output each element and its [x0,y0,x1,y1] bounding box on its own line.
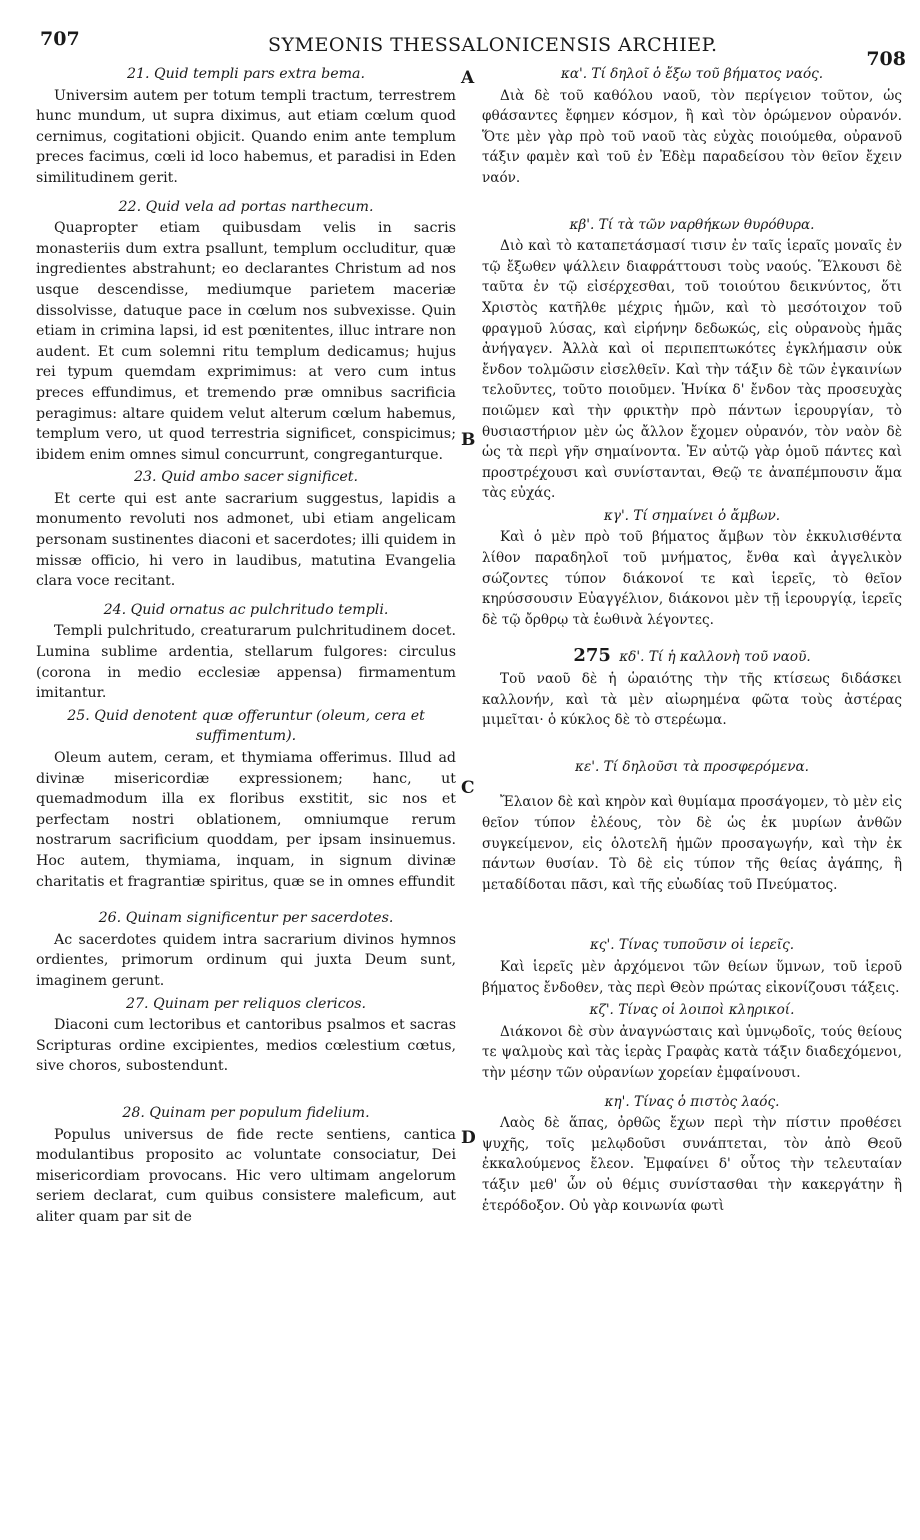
greek-section-24-heading: κδ'. Τί ἡ καλλονὴ τοῦ ναοῦ. [619,649,811,666]
greek-section-23-heading: κγ'. Τί σημαίνει ὁ ἄμβων. [603,507,781,524]
latin-section-21-text: Universim autem per totum templi tractum, terrestrem hunc mundum, ut supra diximus, aut etiam cœlum quod cernimus, cogitationi objicit. Quando enim ante templum preces facimus, cœli id loco habemus, et paradisi in Eden similitudinem gerit. [36,87,456,186]
margin-marker-d: D [461,1128,476,1148]
latin-section-23-heading: 23. Quid ambo sacer significet. [134,469,358,486]
greek-column [482,62,902,1216]
greek-section-25-heading: κε'. Τί δηλοῦσι τὰ προσφερόμενα. [575,758,809,775]
latin-section-24-text: Templi pulchritudo, creaturarum pulchritudinem docet. Lumina sublime ardentia, stellarum fulgores: circulus (corona in medio ecclesiæ appensa) firmamentum imitantur. [36,623,456,702]
greek-section-26-text: Καὶ ἱερεῖς μὲν ἀρχόμενοι τῶν θείων ὕμνων, τοῦ ἱεροῦ βήματος ἔνδοθεν, τὰς περὶ Θεὸν πρώτας εἰκονίζουσι τάξεις. [482,958,902,996]
latin-section-21-heading: 21. Quid templi pars extra bema. [126,66,366,82]
greek-section-26-heading: κς'. Τίνας τυποῦσιν οἱ ἱερεῖς. [589,937,795,954]
latin-section-27-heading: 27. Quinam per reliquos clericos. [126,995,366,1012]
latin-section-25-heading: 25. Quid denotent quæ offeruntur (oleum, cera et suffimentum). [67,707,425,745]
latin-section-22-heading: 22. Quid vela ad portas narthecum. [118,198,374,215]
page-number-right: 708 [866,48,906,70]
greek-section-22-text: Διὸ καὶ τὸ καταπετάσμασί τισιν ἐν ταῖς ἱεραῖς μοναῖς ἐν τῷ ἔξωθεν ψάλλειν διαφράττουσι τοὺς ναούς. Ἕλκουσι δὲ ταῦτα ἐν τῷ εἰσέρχεσθαι, τοῦ τοιούτου δεικνύντος, ὅτι Χριστὸς κατῆλθε μέχρις ἡμῶν, καὶ τὸ μεσότοιχον τοῦ φραγμοῦ λύσας, καὶ εἰρήνην δεδωκώς, εἰς οὐρανοὺς ἡμᾶς ἀνήγαγεν. Ἀλλὰ καὶ οἱ περιπεπτωκότες ἐγκλήμασιν οὐκ ἔνδον τολμῶσιν εἰσελθεῖν. Καὶ τὴν τάξιν δὲ τῶν ἐγκαινίων τελοῦντες, τοῦτο ποιοῦμεν. Ἡνίκα δ' ἔνδον τὰς προσευχὰς ποιῶμεν καὶ τὴν φρικτὴν πρὸ πάντων ἱερουργίαν, τὸ θυσιαστήριον μὲν ὡς ἄλλον ἔχομεν οὐρανόν, τὸν ναὸν δὲ ὡς τὰ περὶ γῆν σημαίνοντα. Ἐν αὐτῷ γὰρ ὁμοῦ πάντες καὶ προστρέχουσι καὶ συνίστανται, Θεῷ τε ἀναπέμπουσιν ἅμα τὰς εὐχάς. [482,238,902,502]
greek-section-23-text: Καὶ ὁ μὲν πρὸ τοῦ βήματος ἄμβων τὸν ἐκκυλισθέντα λίθον παραδηλοῖ τοῦ μνήματος, ἔνθα καὶ ἀγγελικὸν σώζοντες τύπον διάκονοί τε καὶ ἱερεῖς, τὸ θεῖον κηρύσσουσιν Εὐαγγέλιον, διάκονοι μὲν τῇ ἱερουργίᾳ, ἱερεῖς δὲ τῷ ὄρθρῳ τὰ ἑωθινὰ λέγοντες. [482,529,902,628]
latin-section-28-heading: 28. Quinam per populum fidelium. [122,1104,370,1121]
margin-marker-a: A [461,68,475,88]
greek-section-21-heading: κα'. Τί δηλοῖ ὁ ἔξω τοῦ βήματος ναός. [560,66,824,82]
latin-column [36,62,456,1227]
greek-section-24-heading-row [482,646,902,668]
greek-section-27-heading: κζ'. Τίνας οἱ λοιποὶ κληρικοί. [589,1002,795,1019]
greek-section-28-text: Λαὸς δὲ ἅπας, ὀρθῶς ἔχων περὶ τὴν πίστιν προθέσει ψυχῆς, τοῖς μελῳδοῦσι συνάπτεται, τὸν ἀπὸ Θεοῦ ἐκκαλούμενος ἔλεον. Ἐμφαίνει δ' οὗτος τὴν τελευταίαν τάξιν μεθ' ὧν οὐ θέμις συνίστασθαι τὴν κακεργάτην ἢ ἑτερόδοξον. Οὐ γὰρ κοινωνία φωτὶ [482,1115,902,1214]
greek-section-22-heading: κβ'. Τί τὰ τῶν ναρθήκων θυρόθυρα. [569,216,815,233]
greek-section-21-text: Διὰ δὲ τοῦ καθόλου ναοῦ, τὸν περίγειον τοῦτον, ὡς φθάσαντες ἔφημεν κόσμον, ἢ καὶ τὸν ὁρώμενον οὐρανόν. Ὅτε μὲν γὰρ πρὸ τοῦ ναοῦ τὰς εὐχὰς ποιούμεθα, οὐρανοῦ τάξιν φαμὲν καὶ τοῦ ἐν Ἐδὲμ παραδείσου τὸν θεῖον ἔχειν ναόν. [482,87,902,186]
greek-section-28-heading: κη'. Τίνας ὁ πιστὸς λαός. [604,1093,780,1110]
page-number-left: 707 [40,28,80,50]
margin-marker-b: B [461,430,476,450]
running-head: SYMEONIS THESSALONICENSIS ARCHIEP. [268,34,718,56]
latin-section-25-text: Oleum autem, ceram, et thymiama offerimus. Illud ad divinæ misericordiæ expressionem; hanc, ut quemadmodum illa ex floribus exstitit, sic nos et perfectam nostri oblationem, omniumque rerum nostrarum sacrificium quoddam, per ipsam insinuemus. Hoc autem, thymiama, inquam, in signum divinæ charitatis et fragrantiæ spiritus, quæ se in omnes effundit [36,750,456,890]
greek-section-25-text: Ἔλαιον δὲ καὶ κηρὸν καὶ θυμίαμα προσάγομεν, τὸ μὲν εἰς θεῖον τύπον ἐλέους, τὸν δὲ ὡς ἐκ μυρίων ἀνθῶν συγκείμενον, εἰς ὁλοτελῆ ἡμῶν προσαγωγήν, καὶ τὴν ἐκ πάντων θυσίαν. Τὸ δὲ εἰς τύπον τῆς θείας ἀγάπης, ἣ μεταδίδοται πᾶσι, καὶ τῆς εὐωδίας τοῦ Πνεύματος. [482,794,902,893]
latin-section-24-heading: 24. Quid ornatus ac pulchritudo templi. [103,601,389,618]
greek-section-27-text: Διάκονοι δὲ σὺν ἀναγνώσταις καὶ ὑμνῳδοῖς, τούς θείους τε ψαλμοὺς καὶ τὰς ἱερὰς Γραφὰς κατὰ τάξιν διαδεχόμενοι, τὴν μέσην τῶν οὐρανίων χορείαν ἐμφαίνουσι. [482,1023,902,1081]
latin-section-28-text: Populus universus de fide recte sentiens, cantica modulantibus proposito ac voluntate consociatur, Dei misericordiam provocans. Hic vero ultimam angelorum seriem declarat, cum quibus consistere maleficum, aut aliter quam par sit de [36,1126,456,1225]
latin-section-22-text: Quapropter etiam quibusdam velis in sacris monasteriis dum extra psallunt, templum occluditur, quæ ingredientes abstrahunt; eo declarantes Christum ad nos usque descendisse, mediumque parietem maceriæ dissolvisse, datuque pace in cœlum nos subvexisse. Quin etiam in crimina lapsi, id est pœnitentes, illuc intrare non audent. Et cum solemni ritu templum dedicamus; hujus rei typum quemdam exprimimus: at vero cum intus preces effundimus, et tremendo præ omnibus sacrificia peragimus: altare quidem velut alterum cœlum habemus, templum vero, ut quod terrestria significet, conspicimus; ibidem enim omnes simul concurrunt, congreganturque. [36,220,456,463]
latin-section-26-heading: 26. Quinam significentur per sacerdotes. [98,910,394,927]
latin-section-26-text: Ac sacerdotes quidem intra sacrarium divinos hymnos ordientes, primorum ordinum qui juxta Deum sunt, imaginem gerunt. [36,931,456,989]
latin-section-23-text: Et certe qui est ante sacrarium suggestus, lapidis a monumento revoluti nos admonet, ubi etiam angelicam personam sustinentes diaconi et sacerdotes; illi quidem in missæ officio, hi vero in laudibus, matutina Evangelia clara voce recitant. [36,490,456,590]
latin-section-27-text: Diaconi cum lectoribus et cantoribus psalmos et sacras Scripturas ordine excipientes, medios cœlestium cœtus, sive choros, subostendunt. [36,1017,456,1075]
greek-section-24-text: Τοῦ ναοῦ δὲ ἡ ὡραιότης τὴν τῆς κτίσεως διδάσκει καλλονήν, καὶ τὰ μὲν αἰωρημένα φῶτα τοὺς ἀστέρας μιμεῖται· ὁ κύκλος δὲ τὸ στερέωμα. [482,671,902,729]
margin-marker-c: C [461,778,475,798]
folio-number: 275 [573,645,611,667]
